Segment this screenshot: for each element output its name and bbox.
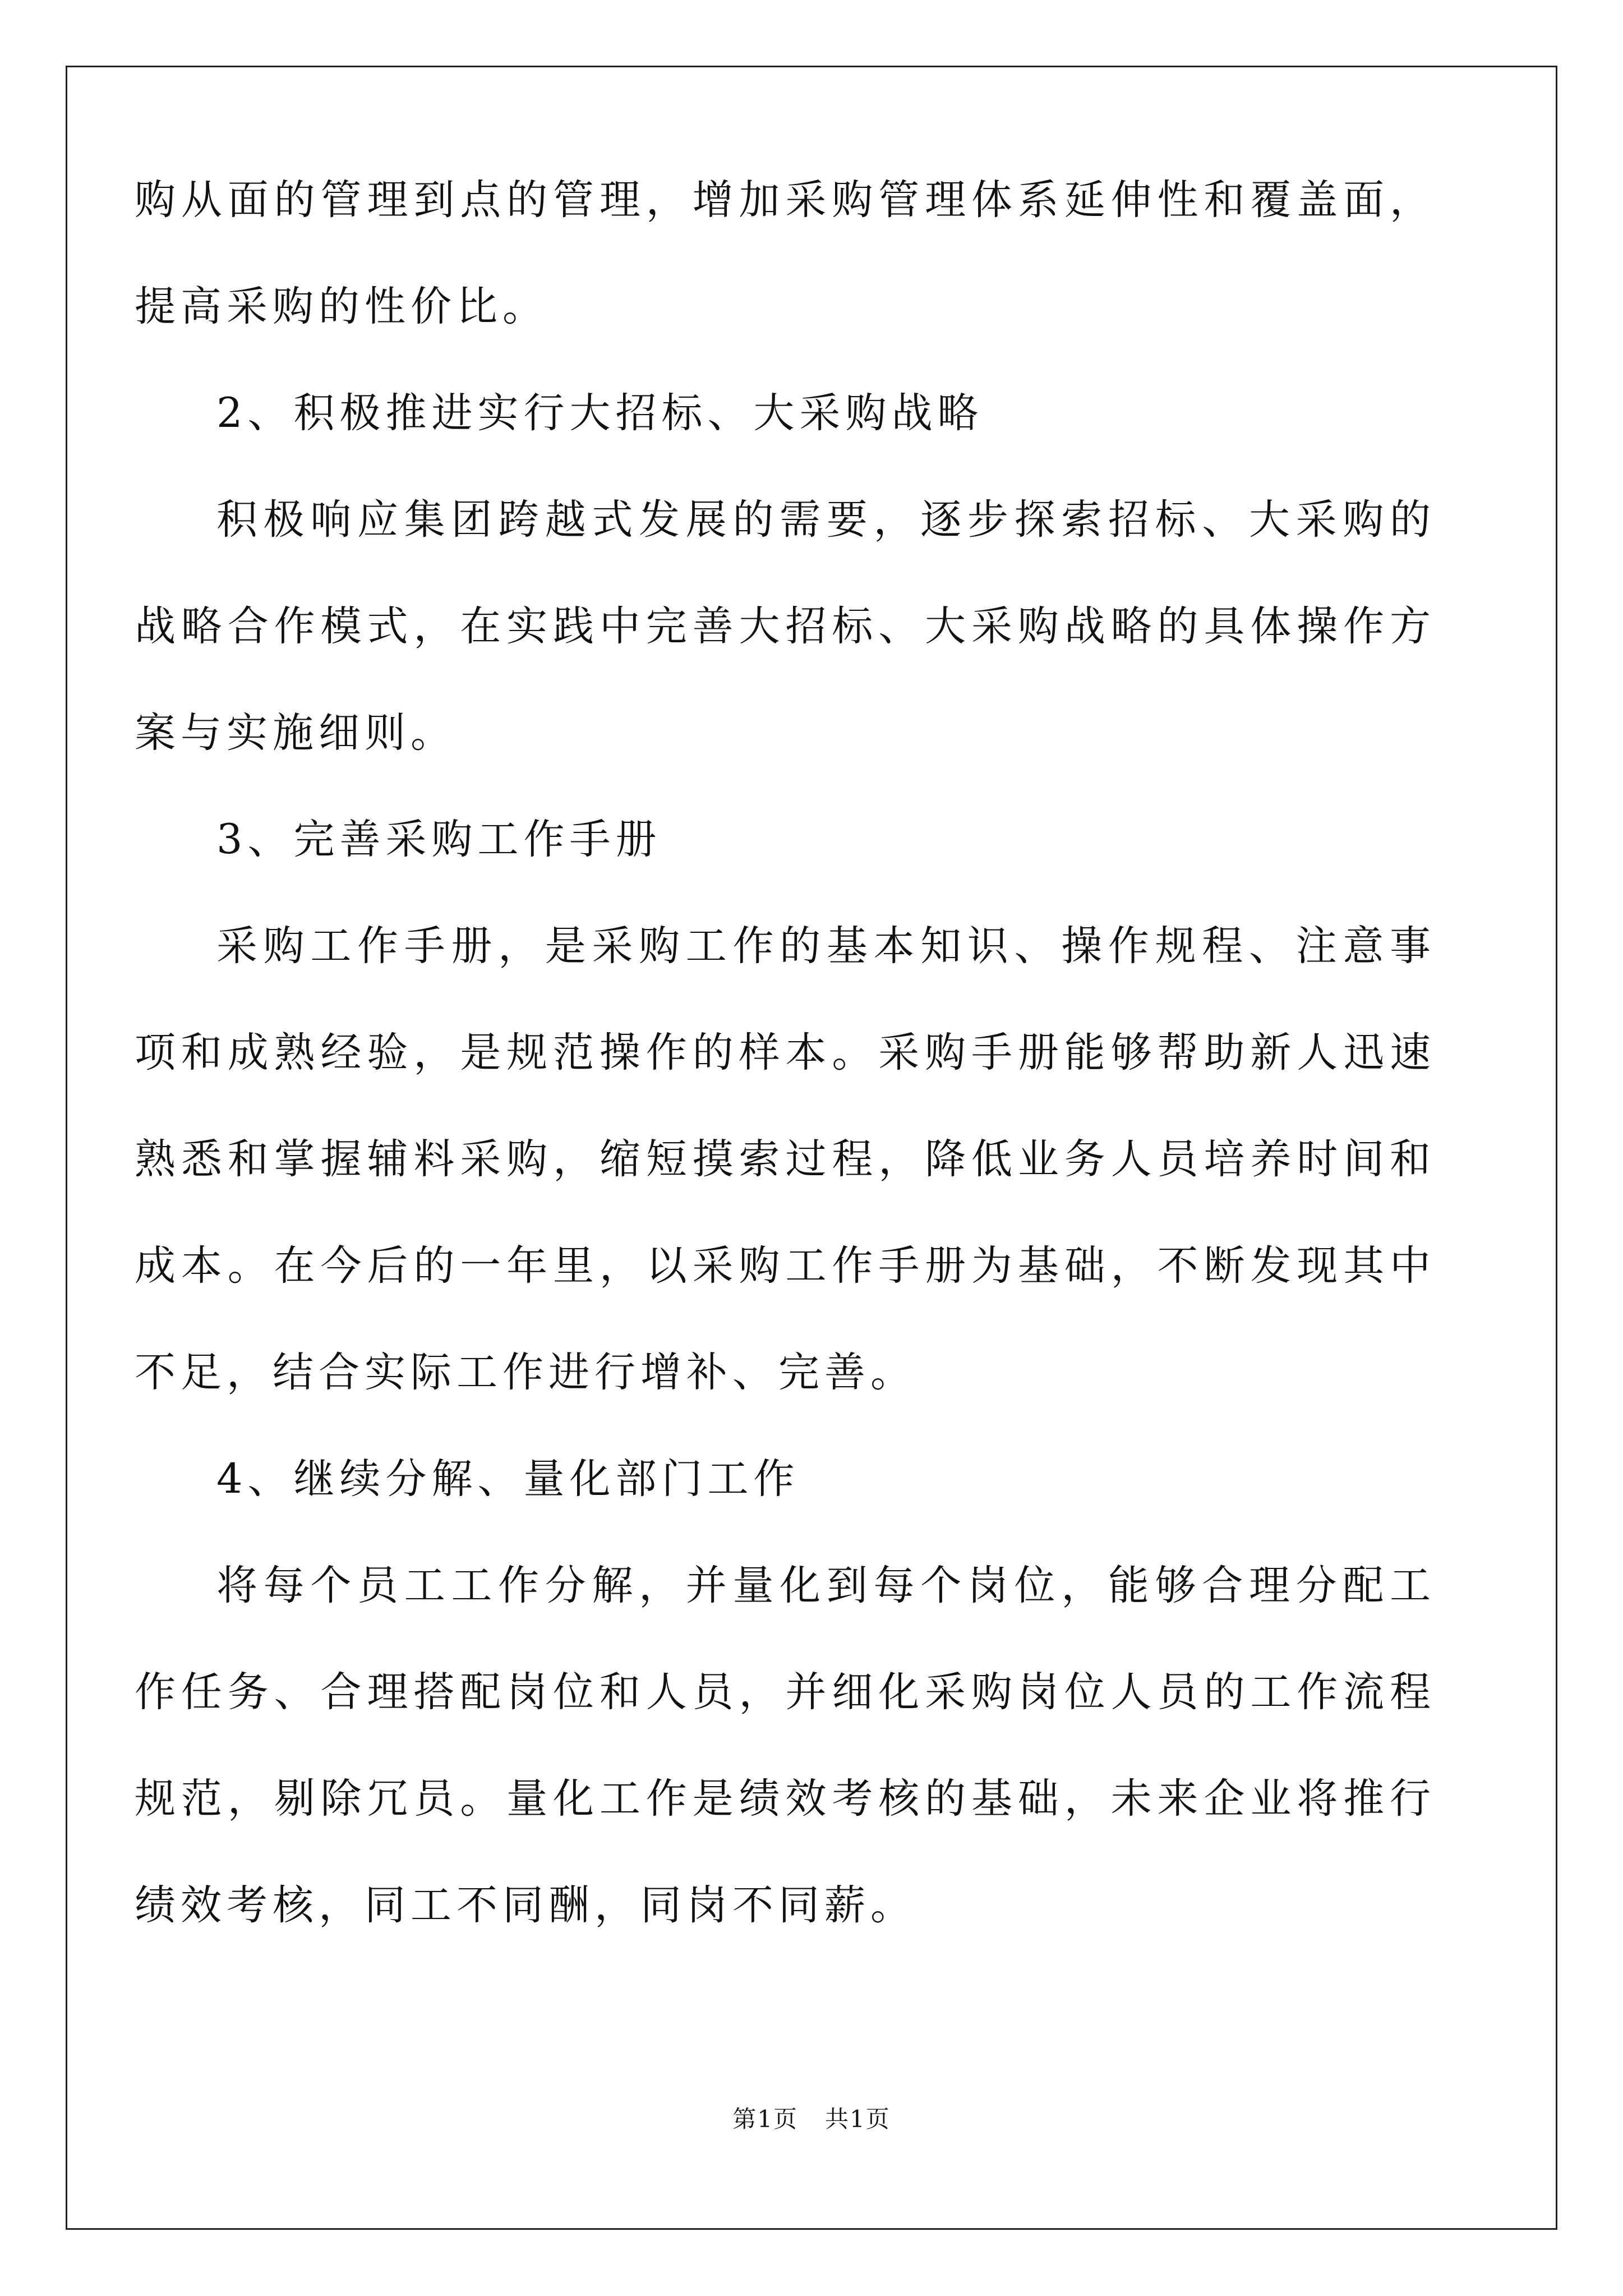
section-heading-3: 3、完善采购工作手册 [216, 816, 662, 863]
section-heading-4: 4、继续分解、量化部门工作 [216, 1455, 800, 1503]
page-number-total: 共1页 [825, 2105, 891, 2133]
section-heading-2: 2、积极推进实行大招标、大采购战略 [216, 389, 984, 437]
page-footer [0, 2102, 1623, 2136]
page-number-current: 第1页 [732, 2105, 798, 2133]
paragraph-2: 积极响应集团跨越式发展的需要，逐步探索招标、大采购的战略合作模式，在实践中完善大招标、大采购战略的具体操作方案与实施细则。 [135, 496, 1436, 757]
document-body [135, 147, 1436, 1959]
paragraph-1: 购从面的管理到点的管理，增加采购管理体系延伸性和覆盖面，提高采购的性价比。 [135, 176, 1436, 330]
paragraph-4: 将每个员工工作分解，并量化到每个岗位，能够合理分配工作任务、合理搭配岗位和人员，并细化采购岗位人员的工作流程规范，剔除冗员。量化工作是绩效考核的基础，未来企业将推行绩效考核，同工不同酬，同岗不同薪。 [135, 1562, 1436, 1929]
paragraph-3: 采购工作手册，是采购工作的基本知识、操作规程、注意事项和成熟经验，是规范操作的样本。采购手册能够帮助新人迅速熟悉和掌握辅料采购，缩短摸索过程，降低业务人员培养时间和成本。在今后的一年里，以采购工作手册为基础，不断发现其中不足，结合实际工作进行增补、完善。 [135, 922, 1436, 1396]
